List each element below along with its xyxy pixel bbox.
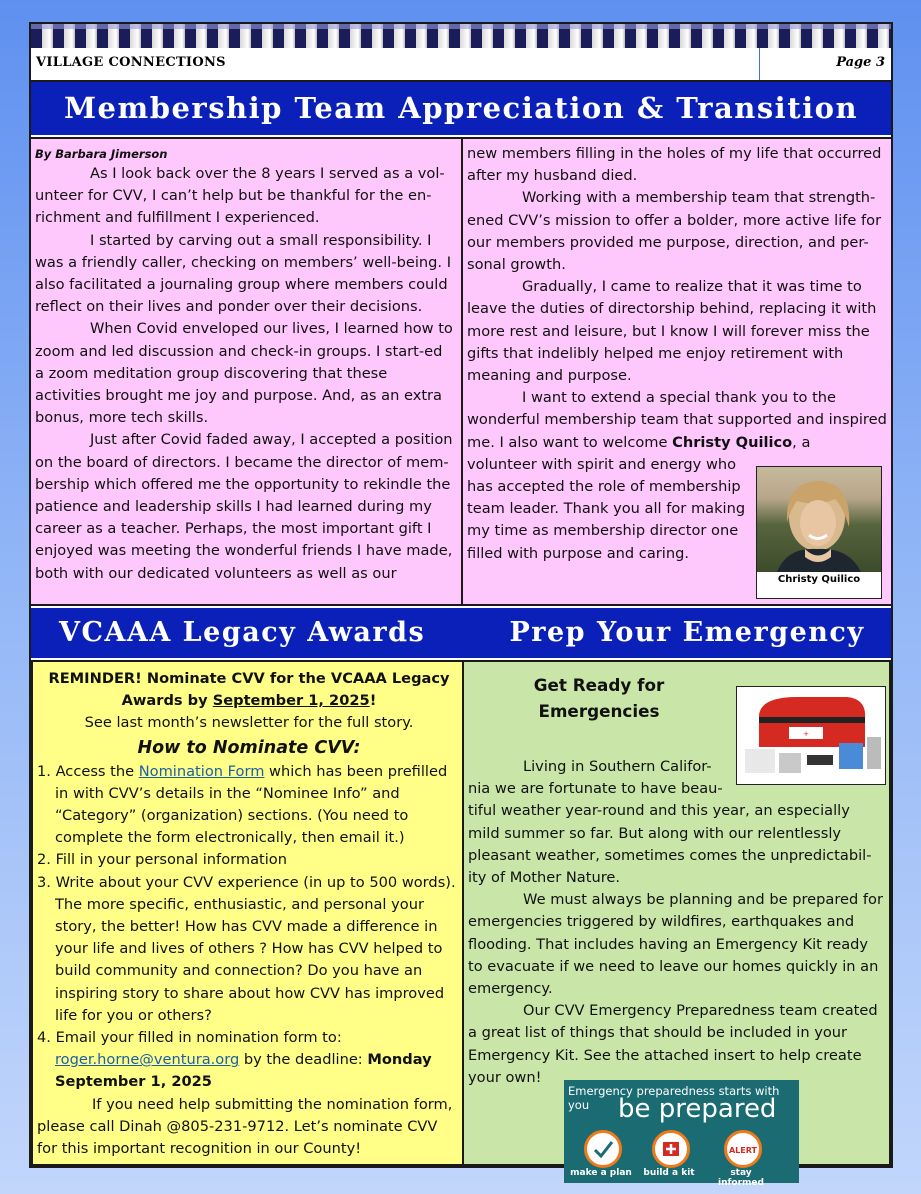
- christy-photo: [756, 466, 882, 599]
- closing: If you need help submitting the nomination form, please call Dinah @805-231-9712. Let’s nominate CVV for this important recognition in our County!: [37, 1095, 453, 1158]
- membership-article: [31, 137, 891, 606]
- step-2: 2. Fill in your personal information: [37, 851, 287, 869]
- step-1: 1. Access the Nomination Form which has been prefilled in with CVV’s details in the “Nominee Info” and “Category” (organization) sections. (You need to complete the form electronically, then email it.): [37, 762, 448, 847]
- reminder: REMINDER! Nominate CVV for the VCAAA Legacy Awards by September 1, 2025!: [48, 670, 450, 710]
- wrap-line: volunteer with spirit and energy who: [467, 455, 737, 473]
- be-prepared-graphic: Emergency preparedness starts with you be prepared ALERT make a plan build a kit stay informed: [564, 1080, 799, 1183]
- emergency-subtitle: Get Ready for Emergencies: [533, 675, 665, 721]
- welcomed-name: Christy Quilico: [672, 433, 793, 451]
- wrap-line: has accepted the role of membership: [467, 478, 741, 496]
- paragraph: Working with a membership team that strength-ened CVV’s mission to offer a bolder, more active life for our members provided me purpose, direction, and per-sonal growth.: [467, 189, 882, 274]
- newsletter-name: VILLAGE CONNECTIONS: [36, 55, 226, 70]
- paragraph: new members filling in the holes of my life that occurred after my husband died.: [467, 145, 882, 185]
- wrap-line: filled with purpose and caring.: [467, 544, 689, 562]
- running-header: [31, 48, 891, 82]
- checkmark-icon: [584, 1130, 622, 1168]
- byline: By Barbara Jimerson: [35, 147, 168, 161]
- how-to-title: How to Nominate CVV:: [137, 737, 361, 758]
- alert-icon: [724, 1130, 762, 1168]
- newsletter-page: [29, 22, 893, 1188]
- emergency-kit-image: [736, 686, 886, 785]
- membership-left-column: [35, 145, 455, 585]
- email-link[interactable]: roger.horne@ventura.org: [55, 1051, 240, 1069]
- step-4: 4. Email your filled in nomination form to: roger.horne@ventura.org by the deadline: Monday September 1, 2025: [37, 1029, 432, 1091]
- paragraph: I started by carving out a small responsibility. I was a friendly caller, checking on members’ well-being. I also facilitated a journaling group where members could reflect on their lives and ponder over their decisions.: [35, 231, 452, 316]
- svg-text:+: +: [803, 730, 809, 738]
- paragraph: tiful weather year-round and this year, an especially mild summer so far. But along with our relentlessly pleasant weather, sometimes comes the unpredictabil-ity of Mother Nature.: [468, 802, 872, 887]
- emergency-article: [464, 660, 891, 1188]
- page-number: Page 3: [836, 55, 885, 70]
- see-last-month: See last month’s newsletter for the full story.: [84, 714, 414, 732]
- paragraph-line: Living in Southern Califor-: [523, 758, 712, 775]
- decorative-border: [31, 24, 891, 48]
- paragraph: When Covid enveloped our lives, I learned how to zoom and led discussion and check-in groups. I start-ed a zoom meditation group discovering that these activities brought me joy and purpose. And, as an extra bonus, more tech skills.: [35, 320, 453, 427]
- wrap-line: my time as membership director one: [467, 522, 739, 540]
- svg-text:ALERT: ALERT: [728, 1146, 758, 1155]
- first-aid-icon: [652, 1130, 690, 1168]
- paragraph: As I look back over the 8 years I served as a vol-unteer for CVV, I can’t help but be thankful for the en-richment and fulfillment I experienced.: [35, 165, 445, 227]
- paragraph: Gradually, I came to realize that it was time to leave the duties of directorship behind, replacing it with more rest and leisure, but I know I will forever miss the gifts that indelibly helped me enjoy retirement with meaning and purpose.: [467, 278, 877, 385]
- step-3: 3. Write about your CVV experience (in up to 500 words). The more specific, enthusiastic, and personal your story, the better! How has CVV made a difference in your life and lives of others ? How has CVV helped to build community and connection? Do you have an inspiring story to share about how CVV has improved life for you or others?: [37, 873, 456, 1024]
- paragraph: We must always be planning and be prepared for emergencies triggered by wildfires, earthquakes and flooding. That includes having an Emergency Kit ready to evacuate if we need to leave our homes quickly in an emergency.: [468, 891, 883, 998]
- legacy-title: VCAAA Legacy Awards: [59, 617, 426, 648]
- nomination-form-link[interactable]: Nomination Form: [138, 762, 265, 780]
- paragraph: Our CVV Emergency Preparedness team created a great list of things that should be included in your Emergency Kit. See the attached insert to help create: [468, 1002, 878, 1064]
- legacy-article: [31, 660, 464, 1166]
- wrap-line: team leader. Thank you all for making: [467, 500, 746, 518]
- paragraph: I want to extend a special thank you to the wonderful membership team that supported and inspired me. I also want to welcome Christy Quilico, a: [467, 389, 887, 451]
- emergency-title: Prep Your Emergency: [509, 617, 865, 648]
- membership-title: Membership Team Appreciation & Transition: [31, 82, 891, 135]
- section-banner: [31, 608, 891, 658]
- paragraph-line: nia we are fortunate to have beau-: [468, 780, 723, 798]
- paragraph: Just after Covid faded away, I accepted a position on the board of directors. I became the director of mem-bership which offered me the opportunity to rekindle the patience and leadership skills I had learned during my career as a teacher. Perhaps, the most important gift I enjoyed was meeting the wonderful friends I have made, both with our dedicated volunteers as well as our: [35, 431, 453, 582]
- photo-caption: Christy Quilico: [777, 574, 861, 585]
- paragraph-end: your own!: [468, 1068, 542, 1086]
- portrait-image: [757, 467, 881, 572]
